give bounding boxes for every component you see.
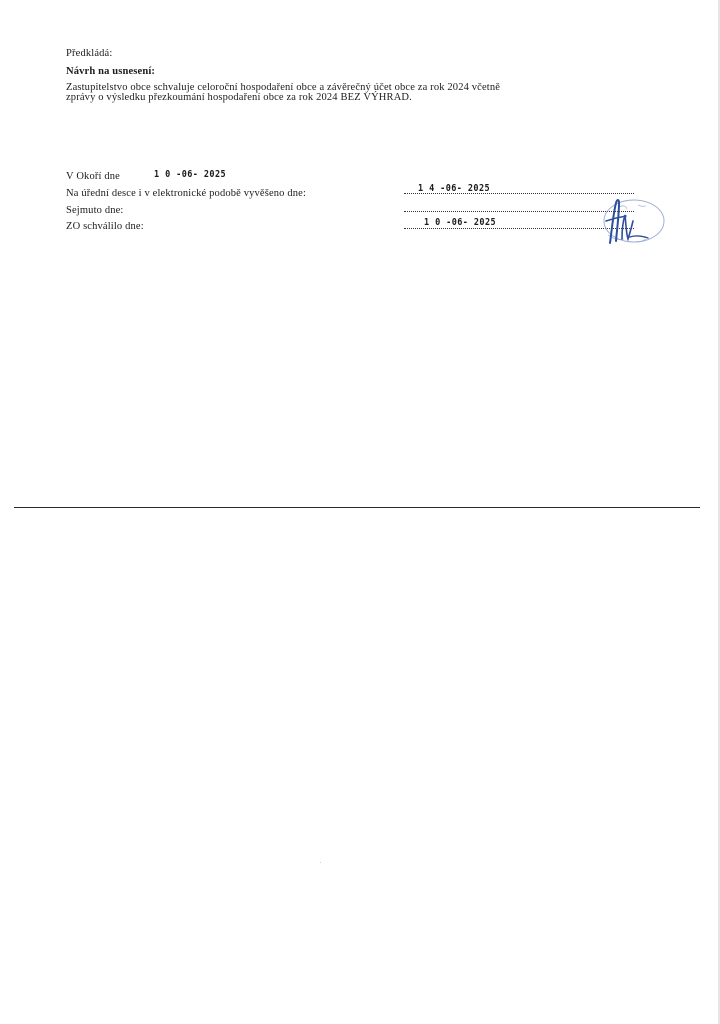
place-date-stamp: 1 0 -06- 2025 xyxy=(154,169,227,180)
approved-label: ZO schválilo dne: xyxy=(66,221,144,232)
signature-seal-icon xyxy=(586,195,668,251)
removed-label: Sejmuto dne: xyxy=(66,205,124,216)
signature-stroke-4-icon xyxy=(630,236,648,238)
proposal-text-line-1: Zastupitelstvo obce schvaluje celoroční hospodaření obce a závěrečný účet obce za rok 2024 včetně xyxy=(66,82,501,93)
notice-board-label: Na úřední desce i v elektronické podobě vyvěšeno dne: xyxy=(66,188,307,199)
presenter-label: Předkládá: xyxy=(66,48,113,59)
scan-speck xyxy=(320,862,321,863)
proposal-heading: Návrh na usnesení: xyxy=(66,66,156,77)
approved-date-stamp: 1 0 -06- 2025 xyxy=(424,217,497,228)
proposal-text-line-2: zprávy o výsledku přezkoumání hospodaření obce za rok 2024 BEZ VÝHRAD. xyxy=(66,92,412,103)
signature-stroke-3-icon xyxy=(622,215,633,239)
place-date-label: V Okoří dne xyxy=(66,171,120,182)
notice-board-date-stamp: 1 4 -06- 2025 xyxy=(418,183,491,194)
page-divider xyxy=(14,507,700,508)
